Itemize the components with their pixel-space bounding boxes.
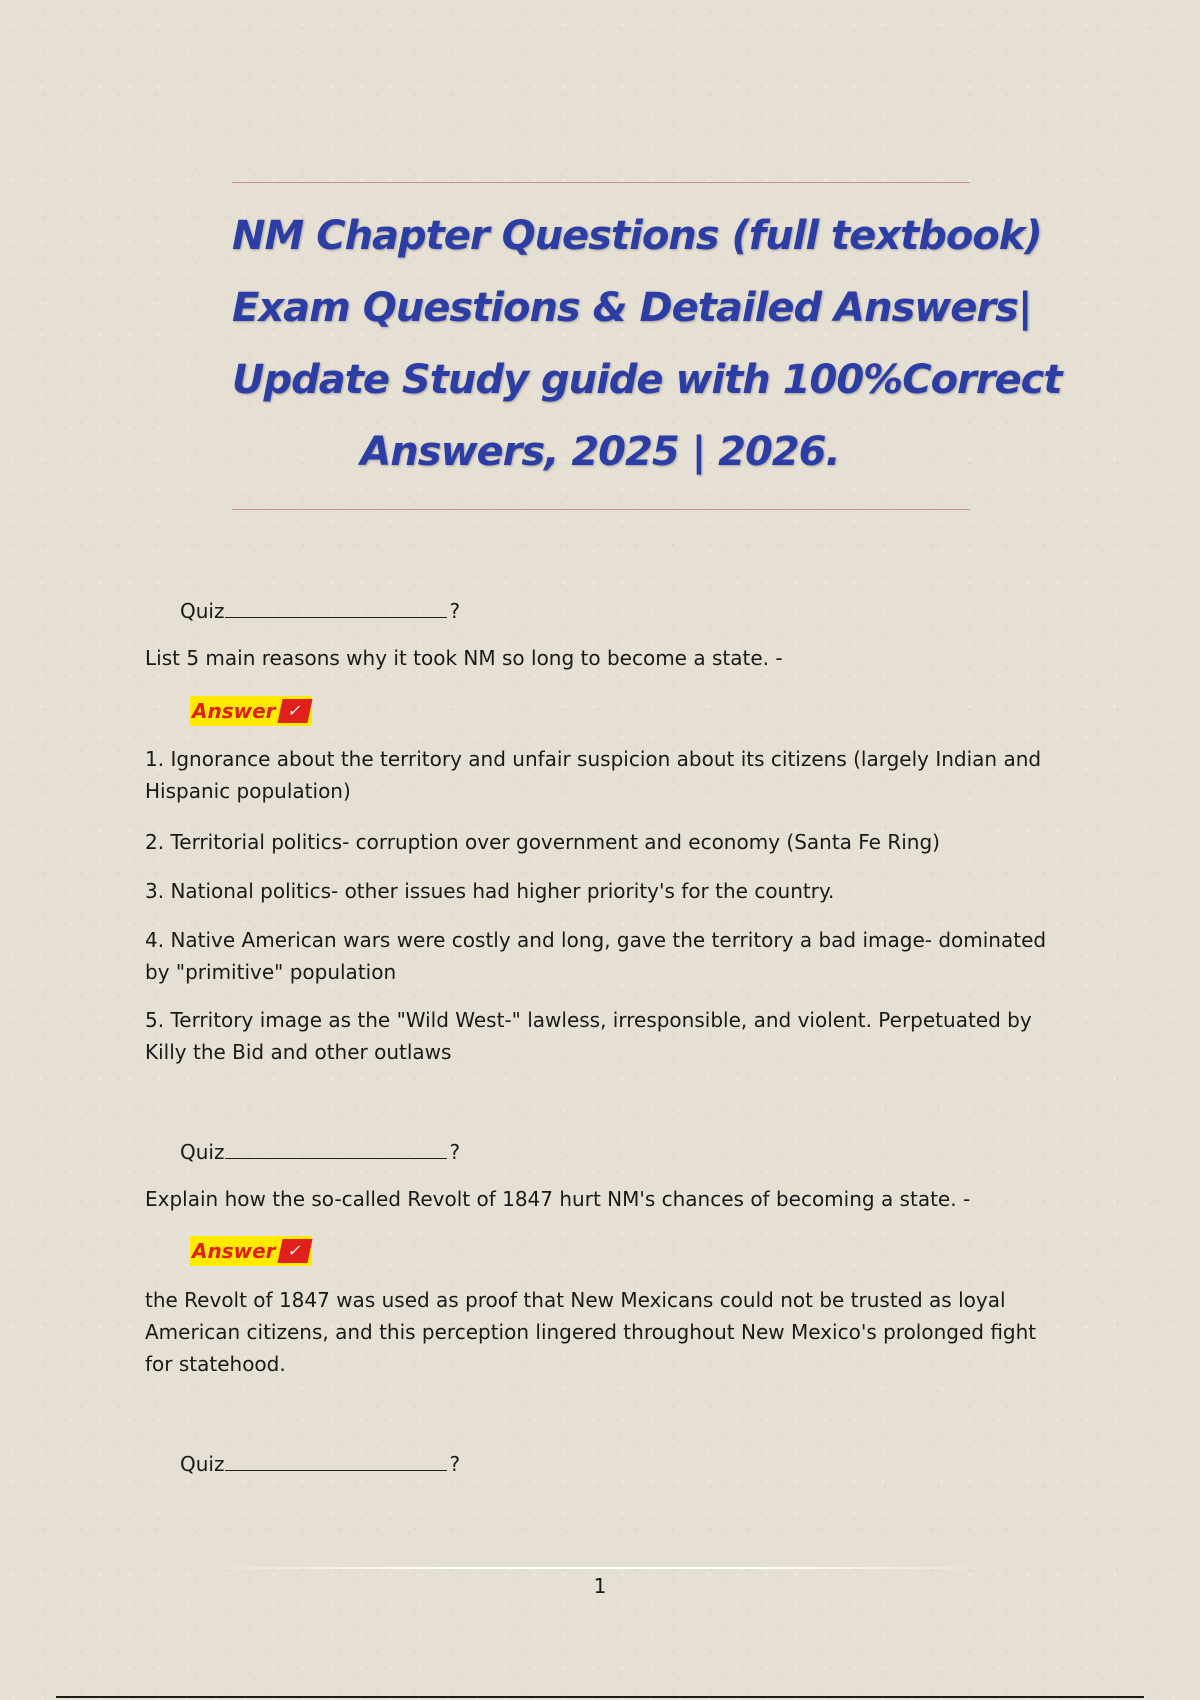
quiz-suffix: ? xyxy=(449,1452,461,1476)
title-top-rule xyxy=(232,182,970,183)
checkmark-icon: ✓ xyxy=(277,699,312,723)
quiz-blank xyxy=(225,599,447,618)
quiz-blank xyxy=(225,1140,447,1159)
quiz-prompt xyxy=(180,1450,460,1478)
quiz-label: Quiz xyxy=(180,599,225,623)
checkmark-icon: ✓ xyxy=(277,1239,312,1263)
title-line-1: NM Chapter Questions (full textbook) xyxy=(232,213,1042,259)
title-line-4: Answers, 2025 | 2026. xyxy=(360,429,840,475)
answer-item: 4. Native American wars were costly and long, gave the territory a bad image- dominated by "primitive" population xyxy=(145,928,1047,984)
quiz-label: Quiz xyxy=(180,1140,225,1164)
answer-item: 2. Territorial politics- corruption over government and economy (Santa Fe Ring) xyxy=(145,830,940,854)
title-bottom-rule xyxy=(232,509,970,510)
quiz-blank xyxy=(225,1452,447,1471)
answer-label: Answer xyxy=(192,699,276,723)
quiz-label: Quiz xyxy=(180,1452,225,1476)
title-line-2: Exam Questions & Detailed Answers| xyxy=(232,285,1032,331)
answer-badge xyxy=(190,1236,312,1266)
answer-label: Answer xyxy=(192,1239,276,1263)
answer-item: 1. Ignorance about the territory and unfair suspicion about its citizens (largely Indian and Hispanic population) xyxy=(145,747,1042,803)
page-number: 1 xyxy=(593,1574,607,1598)
footer-divider xyxy=(200,1567,1000,1569)
quiz-prompt xyxy=(180,597,460,625)
quiz-suffix: ? xyxy=(449,1140,461,1164)
question-text: List 5 main reasons why it took NM so long to become a state. - xyxy=(145,646,783,670)
answer-item: 3. National politics- other issues had higher priority's for the country. xyxy=(145,879,835,903)
document-title xyxy=(232,200,1062,488)
title-line-3: Update Study guide with 100%Correct xyxy=(232,357,1062,403)
page-bottom-border xyxy=(56,1696,1144,1698)
answer-item: 5. Territory image as the "Wild West-" lawless, irresponsible, and violent. Perpetuated by Killy the Bid and other outlaws xyxy=(145,1008,1032,1064)
answer-badge xyxy=(190,696,312,726)
quiz-prompt xyxy=(180,1138,460,1166)
quiz-suffix: ? xyxy=(449,599,461,623)
answer-item: the Revolt of 1847 was used as proof that New Mexicans could not be trusted as loyal American citizens, and this perception lingered throughout New Mexico's prolonged fight for statehood. xyxy=(145,1288,1037,1376)
question-text: Explain how the so-called Revolt of 1847 hurt NM's chances of becoming a state. - xyxy=(145,1187,971,1211)
